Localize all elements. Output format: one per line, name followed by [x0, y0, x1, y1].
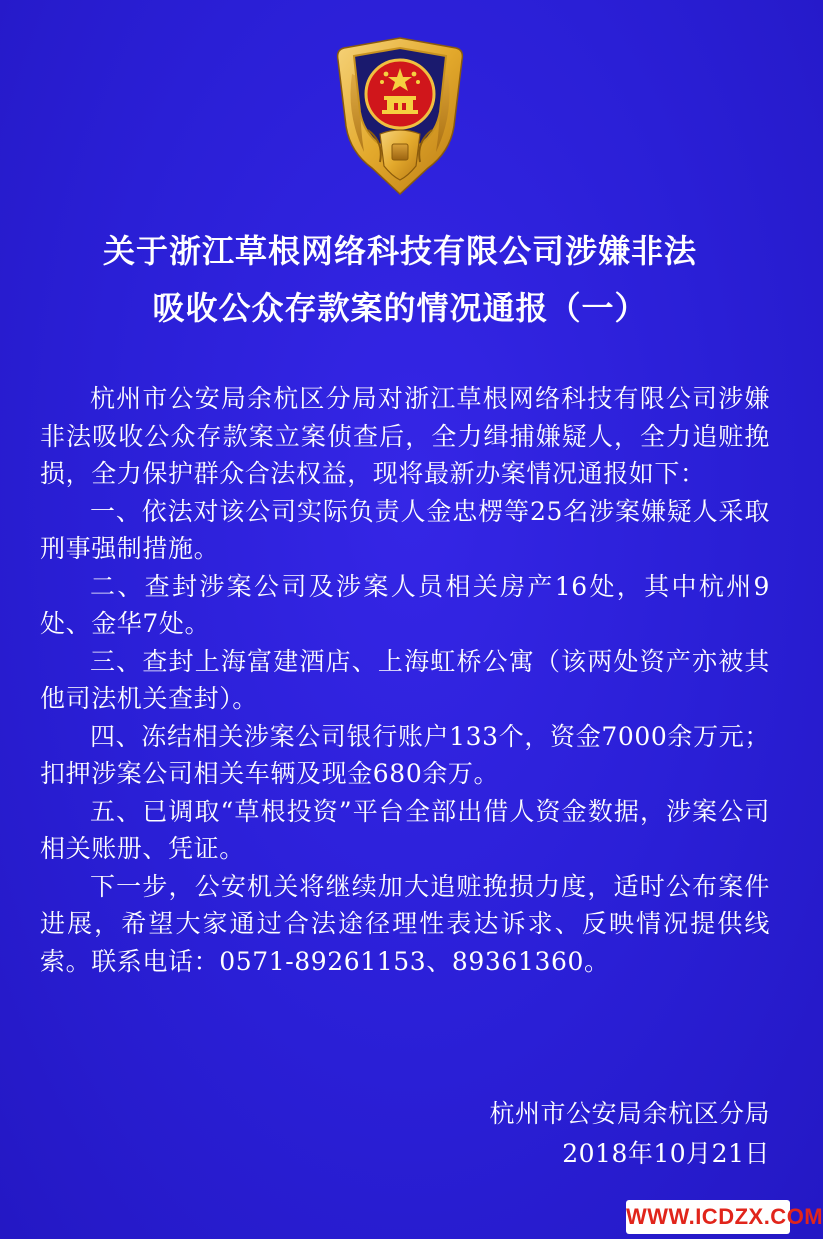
signature-organization: 杭州市公安局余杭区分局	[489, 1099, 770, 1128]
watermark-text: WWW.ICDZX.COM	[626, 1204, 823, 1229]
paragraph-intro: 杭州市公安局余杭区分局对浙江草根网络科技有限公司涉嫌非法吸收公众存款案立案侦查后，全力缉捕嫌疑人，全力追赃挽损，全力保护群众合法权益，现将最新办案情况通报如下：	[40, 384, 770, 488]
document-title-line-1: 关于浙江草根网络科技有限公司涉嫌非法	[102, 232, 697, 270]
signature-date: 2018年10月21日	[562, 1139, 770, 1168]
paragraph-item-3: 三、查封上海富建酒店、上海虹桥公寓（该两处资产亦被其他司法机关查封）。	[40, 646, 770, 713]
watermark-badge	[626, 1200, 823, 1234]
paragraph-item-5: 五、已调取“草根投资”平台全部出借人资金数据，涉案公司相关账册、凭证。	[40, 796, 770, 863]
paragraph-next-steps: 下一步，公安机关将继续加大追赃挽损力度，适时公布案件进展，希望大家通过合法途径理性表达诉求、反映情况提供线索。联系电话：0571-89261153、89361360。	[40, 871, 770, 976]
document-title-line-2: 吸收公众存款案的情况通报（一）	[152, 289, 648, 327]
paragraph-item-4: 四、冻结相关涉案公司银行账户133个，资金7000余万元；扣押涉案公司相关车辆及现金680余万。	[40, 721, 770, 788]
police-emblem-icon	[328, 34, 472, 198]
paragraph-item-2: 二、查封涉案公司及涉案人员相关房产16处，其中杭州9处、金华7处。	[40, 571, 770, 638]
document-body	[40, 380, 770, 980]
paragraph-item-1: 一、依法对该公司实际负责人金忠楞等25名涉案嫌疑人采取刑事强制措施。	[40, 496, 770, 563]
